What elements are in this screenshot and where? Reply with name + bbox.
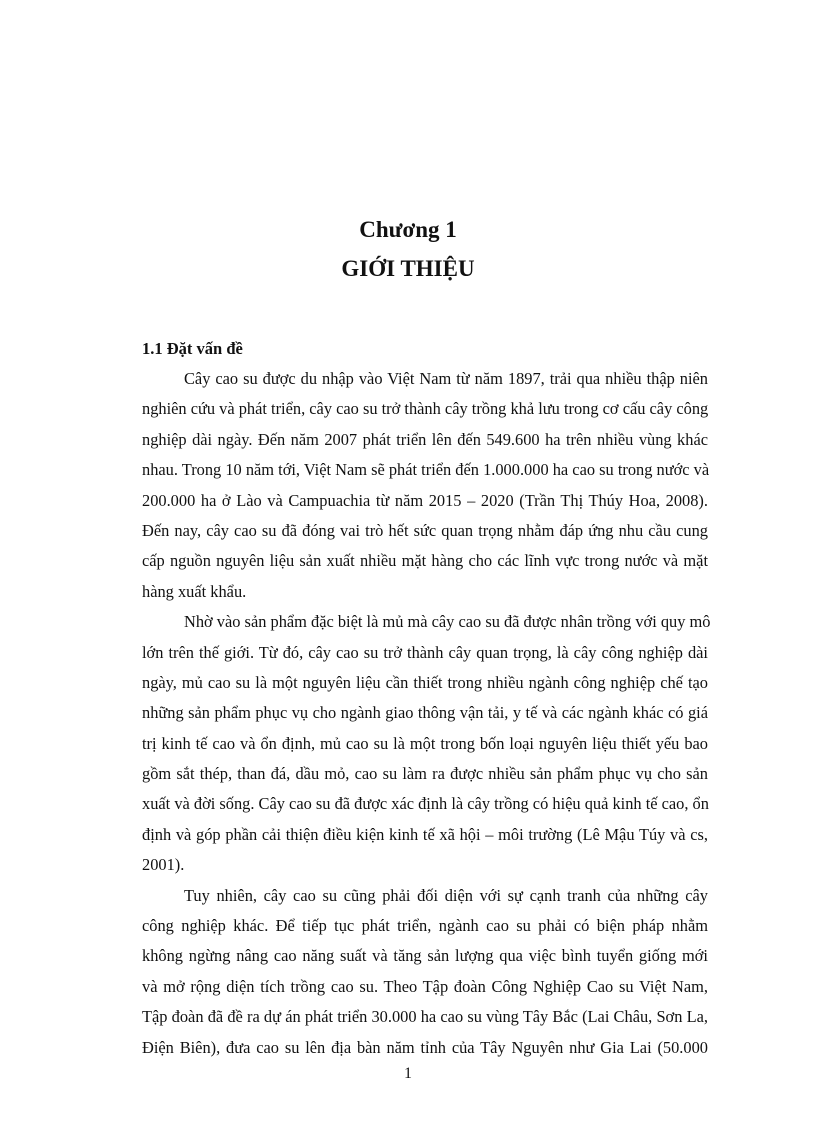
text-line: lớn trên thế giới. Từ đó, cây cao su trở thành cây quan trọng, là cây công nghiệp dài	[142, 642, 708, 662]
text-line: nhau. Trong 10 năm tới, Việt Nam sẽ phát triển đến 1.000.000 ha cao su trong nước và	[142, 460, 710, 480]
text-line: trị kinh tế cao và ổn định, mủ cao su là một trong bốn loại nguyên liệu thiết yếu bao	[142, 733, 708, 753]
text-line: và mở rộng diện tích trồng cao su. Theo Tập đoàn Công Nghiệp Cao su Việt Nam,	[142, 976, 708, 996]
text-line: xuất và đời sống. Cây cao su đã được xác định là cây trồng có hiệu quả kinh tế cao, ổn	[142, 794, 709, 814]
text-line: công nghiệp khác. Để tiếp tục phát triển, ngành cao su phải có biện pháp nhằm	[142, 916, 708, 936]
body-text	[142, 364, 711, 1063]
text-line: định và góp phần cải thiện điều kiện kinh tế xã hội – môi trường (Lê Mậu Túy và cs,	[142, 824, 708, 844]
text-line: nghiên cứu và phát triển, cây cao su trở thành cây trồng khả lưu trong cơ cấu cây công	[142, 399, 709, 419]
chapter-number: Chương 1	[359, 217, 457, 242]
text-line: hàng xuất khẩu.	[142, 581, 247, 601]
text-line: Điện Biên), đưa cao su lên địa bàn năm tỉnh của Tây Nguyên như Gia Lai (50.000	[142, 1037, 708, 1057]
text-line: Tuy nhiên, cây cao su cũng phải đối diện với sự cạnh tranh của những cây	[184, 885, 708, 905]
text-line: những sản phẩm phục vụ cho ngành giao thông vận tải, y tế và các ngành khác có giá	[142, 703, 708, 723]
text-line: Nhờ vào sản phẩm đặc biệt là mủ mà cây cao su đã được nhân trồng với quy mô	[184, 612, 711, 632]
text-line: gồm sắt thép, than đá, dầu mỏ, cao su làm ra được nhiều sản phẩm phục vụ cho sản	[142, 764, 708, 784]
text-line: 2001).	[142, 855, 185, 875]
text-line: nghiệp dài ngày. Đến năm 2007 phát triển lên đến 549.600 ha trên nhiều vùng khác	[142, 429, 708, 449]
text-line: 200.000 ha ở Lào và Campuachia từ năm 2015 – 2020 (Trần Thị Thúy Hoa, 2008).	[142, 490, 708, 510]
text-line: Cây cao su được du nhập vào Việt Nam từ năm 1897, trải qua nhiều thập niên	[184, 369, 708, 388]
text-line: cấp nguồn nguyên liệu sản xuất nhiều mặt hàng cho các lĩnh vực trong nước và mặt	[142, 551, 708, 571]
text-line: Đến nay, cây cao su đã đóng vai trò hết sức quan trọng nhằm đáp ứng nhu cầu cung	[142, 520, 708, 540]
text-line: không ngừng nâng cao năng suất và tăng sản lượng qua việc bình tuyển giống mới	[142, 946, 708, 966]
text-line: ngày, mủ cao su là một nguyên liệu cần thiết trong nhiều ngành công nghiệp chế tạo	[142, 672, 708, 692]
page-number: 1	[404, 1065, 412, 1082]
text-line: Tập đoàn đã đề ra dự án phát triển 30.000 ha cao su vùng Tây Bắc (Lai Châu, Sơn La,	[142, 1007, 708, 1027]
chapter-title: GIỚI THIỆU	[341, 256, 475, 281]
section-heading: 1.1 Đặt vấn đề	[142, 339, 243, 358]
